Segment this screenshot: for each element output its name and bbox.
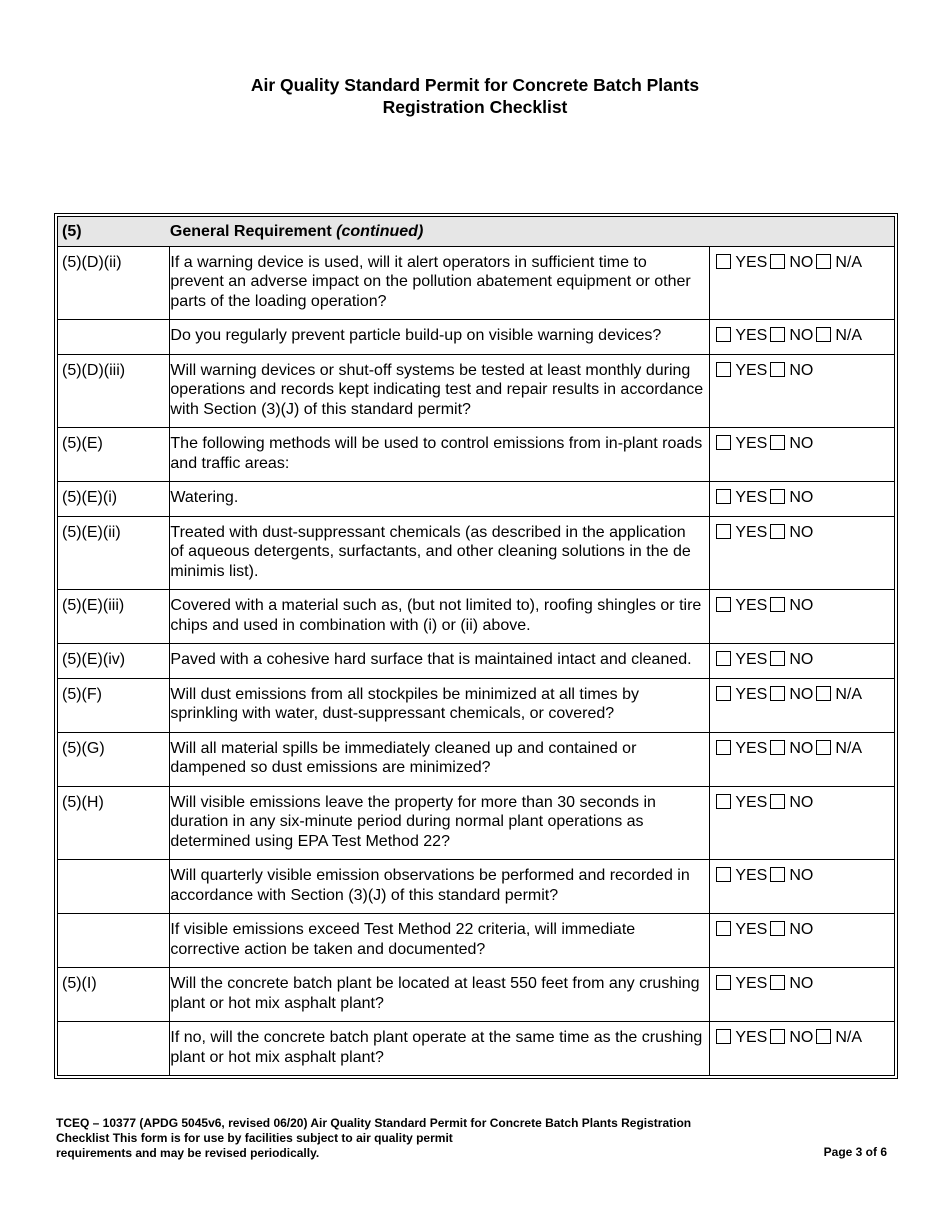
table-row <box>58 860 895 914</box>
no-checkbox[interactable] <box>770 1029 785 1044</box>
no-label: NO <box>789 685 814 703</box>
table-row <box>58 428 895 482</box>
no-checkbox[interactable] <box>770 435 785 450</box>
footer-line-2: Checklist This form is for use by facilities subject to air quality permit <box>56 1131 453 1145</box>
yes-checkbox[interactable] <box>716 867 731 882</box>
no-label: NO <box>789 867 814 884</box>
table-row <box>58 354 895 428</box>
yes-checkbox[interactable] <box>716 975 731 990</box>
yes-checkbox[interactable] <box>716 597 731 612</box>
row-answers <box>710 590 895 644</box>
yes-checkbox[interactable] <box>716 254 731 269</box>
yes-label: YES <box>735 489 768 506</box>
no-checkbox[interactable] <box>770 975 785 990</box>
no-label: NO <box>789 489 814 506</box>
row-question: Do you regularly prevent particle build-up on visible warning devices? <box>170 320 710 355</box>
na-checkbox[interactable] <box>816 740 831 755</box>
page-title <box>0 74 950 118</box>
no-checkbox[interactable] <box>770 686 785 701</box>
na-checkbox[interactable] <box>816 254 831 269</box>
footer-line-3: requirements and may be revised periodically. <box>56 1146 320 1160</box>
row-question: If no, will the concrete batch plant operate at the same time as the crushing plant or hot mix asphalt plant? <box>170 1022 710 1076</box>
row-question: Paved with a cohesive hard surface that is maintained intact and cleaned. <box>170 644 710 679</box>
row-answers <box>710 246 895 320</box>
na-label: N/A <box>835 253 862 271</box>
row-question: If a warning device is used, will it alert operators in sufficient time to prevent an adverse impact on the pollution abatement equipment or other parts of the loading operation? <box>170 246 710 320</box>
yes-label: YES <box>735 975 768 992</box>
yes-label: YES <box>735 685 768 703</box>
row-answers <box>710 320 895 355</box>
no-label: NO <box>789 739 814 757</box>
yes-label: YES <box>735 793 768 811</box>
row-question: Will quarterly visible emission observations be performed and recorded in accordance with Section (3)(J) of this standard permit? <box>170 860 710 914</box>
row-question: The following methods will be used to control emissions from in-plant roads and traffic areas: <box>170 428 710 482</box>
table-row <box>58 1022 895 1076</box>
no-checkbox[interactable] <box>770 489 785 504</box>
row-code: (5)(E)(ii) <box>58 516 170 590</box>
yes-label: YES <box>735 651 768 668</box>
no-checkbox[interactable] <box>770 651 785 666</box>
yes-label: YES <box>735 739 768 757</box>
row-code: (5)(D)(iii) <box>58 354 170 428</box>
row-answers <box>710 1022 895 1076</box>
row-question: Will visible emissions leave the property for more than 30 seconds in duration in any six-minute period during normal plant operations as determined using EPA Test Method 22? <box>170 786 710 860</box>
no-checkbox[interactable] <box>770 362 785 377</box>
na-label: N/A <box>835 739 862 757</box>
row-answers <box>710 354 895 428</box>
page-number: Page 3 of 6 <box>823 1145 887 1159</box>
row-code: (5)(I) <box>58 968 170 1022</box>
yes-checkbox[interactable] <box>716 651 731 666</box>
table-row <box>58 914 895 968</box>
na-label: N/A <box>835 1029 862 1046</box>
no-label: NO <box>789 435 814 452</box>
checklist-table <box>57 216 895 1076</box>
yes-checkbox[interactable] <box>716 327 731 342</box>
row-question: Will dust emissions from all stockpiles be minimized at all times by sprinkling with water, dust-suppressant chemicals, or covered? <box>170 678 710 732</box>
na-checkbox[interactable] <box>816 327 831 342</box>
na-checkbox[interactable] <box>816 1029 831 1044</box>
yes-label: YES <box>735 1029 768 1046</box>
na-checkbox[interactable] <box>816 686 831 701</box>
no-checkbox[interactable] <box>770 867 785 882</box>
no-checkbox[interactable] <box>770 524 785 539</box>
table-row <box>58 732 895 786</box>
table-row <box>58 786 895 860</box>
footer-line-1: TCEQ – 10377 (APDG 5045v6, revised 06/20) Air Quality Standard Permit for Concrete Batch Plants Registration <box>56 1116 692 1130</box>
no-label: NO <box>789 975 814 992</box>
row-code: (5)(E)(i) <box>58 482 170 517</box>
table-row <box>58 482 895 517</box>
no-checkbox[interactable] <box>770 327 785 342</box>
title-line-2: Registration Checklist <box>382 97 568 117</box>
row-answers <box>710 732 895 786</box>
row-code: (5)(E) <box>58 428 170 482</box>
no-label: NO <box>789 1029 814 1046</box>
table-row <box>58 968 895 1022</box>
title-line-1: Air Quality Standard Permit for Concrete Batch Plants <box>250 75 700 95</box>
table-row <box>58 320 895 355</box>
yes-checkbox[interactable] <box>716 686 731 701</box>
row-answers <box>710 516 895 590</box>
row-answers <box>710 678 895 732</box>
row-question: Watering. <box>170 482 710 517</box>
no-checkbox[interactable] <box>770 740 785 755</box>
no-checkbox[interactable] <box>770 921 785 936</box>
yes-checkbox[interactable] <box>716 740 731 755</box>
row-answers <box>710 644 895 679</box>
table-row <box>58 644 895 679</box>
no-label: NO <box>789 651 814 668</box>
row-code <box>58 1022 170 1076</box>
yes-label: YES <box>735 867 768 884</box>
no-label: NO <box>789 253 814 271</box>
table-row <box>58 246 895 320</box>
yes-label: YES <box>735 597 768 614</box>
row-question: Will warning devices or shut-off systems be tested at least monthly during operations and records kept indicating test and repair results in accordance with Section (3)(J) of this standard permit? <box>170 354 710 428</box>
row-code: (5)(E)(iii) <box>58 590 170 644</box>
row-answers <box>710 428 895 482</box>
row-code <box>58 914 170 968</box>
table-row <box>58 590 895 644</box>
row-code: (5)(H) <box>58 786 170 860</box>
na-label: N/A <box>835 327 862 344</box>
no-label: NO <box>789 327 814 344</box>
row-code: (5)(F) <box>58 678 170 732</box>
row-answers <box>710 482 895 517</box>
row-question: Will all material spills be immediately cleaned up and contained or dampened so dust emissions are minimized? <box>170 732 710 786</box>
checklist-table-frame <box>54 213 898 1079</box>
row-code: (5)(E)(iv) <box>58 644 170 679</box>
table-header-row <box>58 217 895 247</box>
yes-checkbox[interactable] <box>716 435 731 450</box>
row-question: Will the concrete batch plant be located at least 550 feet from any crushing plant or hot mix asphalt plant? <box>170 968 710 1022</box>
row-answers <box>710 786 895 860</box>
header-answer-cell <box>710 217 895 247</box>
no-label: NO <box>789 921 814 938</box>
yes-checkbox[interactable] <box>716 794 731 809</box>
no-checkbox[interactable] <box>770 597 785 612</box>
na-label: N/A <box>835 685 862 703</box>
row-code <box>58 860 170 914</box>
yes-checkbox[interactable] <box>716 362 731 377</box>
table-row <box>58 678 895 732</box>
no-label: NO <box>789 793 814 811</box>
row-question: If visible emissions exceed Test Method 22 criteria, will immediate corrective action be taken and documented? <box>170 914 710 968</box>
yes-label: YES <box>735 253 768 271</box>
yes-checkbox[interactable] <box>716 524 731 539</box>
row-answers <box>710 914 895 968</box>
row-answers <box>710 860 895 914</box>
yes-checkbox[interactable] <box>716 1029 731 1044</box>
table-row <box>58 516 895 590</box>
header-continued: (continued) <box>336 223 424 240</box>
yes-label: YES <box>735 435 768 452</box>
no-checkbox[interactable] <box>770 794 785 809</box>
no-checkbox[interactable] <box>770 254 785 269</box>
row-question: Covered with a material such as, (but not limited to), roofing shingles or tire chips and used in combination with (i) or (ii) above. <box>170 590 710 644</box>
no-label: NO <box>789 597 814 614</box>
no-label: NO <box>789 523 814 541</box>
yes-label: YES <box>735 523 768 541</box>
form-footer <box>56 1116 776 1161</box>
yes-label: YES <box>735 921 768 938</box>
yes-checkbox[interactable] <box>716 921 731 936</box>
no-label: NO <box>789 361 814 379</box>
row-question: Treated with dust-suppressant chemicals (as described in the application of aqueous detergents, surfactants, and other cleaning solutions in the de minimis list). <box>170 516 710 590</box>
row-code: (5)(G) <box>58 732 170 786</box>
row-answers <box>710 968 895 1022</box>
yes-label: YES <box>735 327 768 344</box>
row-code <box>58 320 170 355</box>
header-section-code: (5) <box>58 217 170 247</box>
yes-checkbox[interactable] <box>716 489 731 504</box>
header-section-title: General Requirement (continued) <box>170 217 710 247</box>
yes-label: YES <box>735 361 768 379</box>
row-code: (5)(D)(ii) <box>58 246 170 320</box>
